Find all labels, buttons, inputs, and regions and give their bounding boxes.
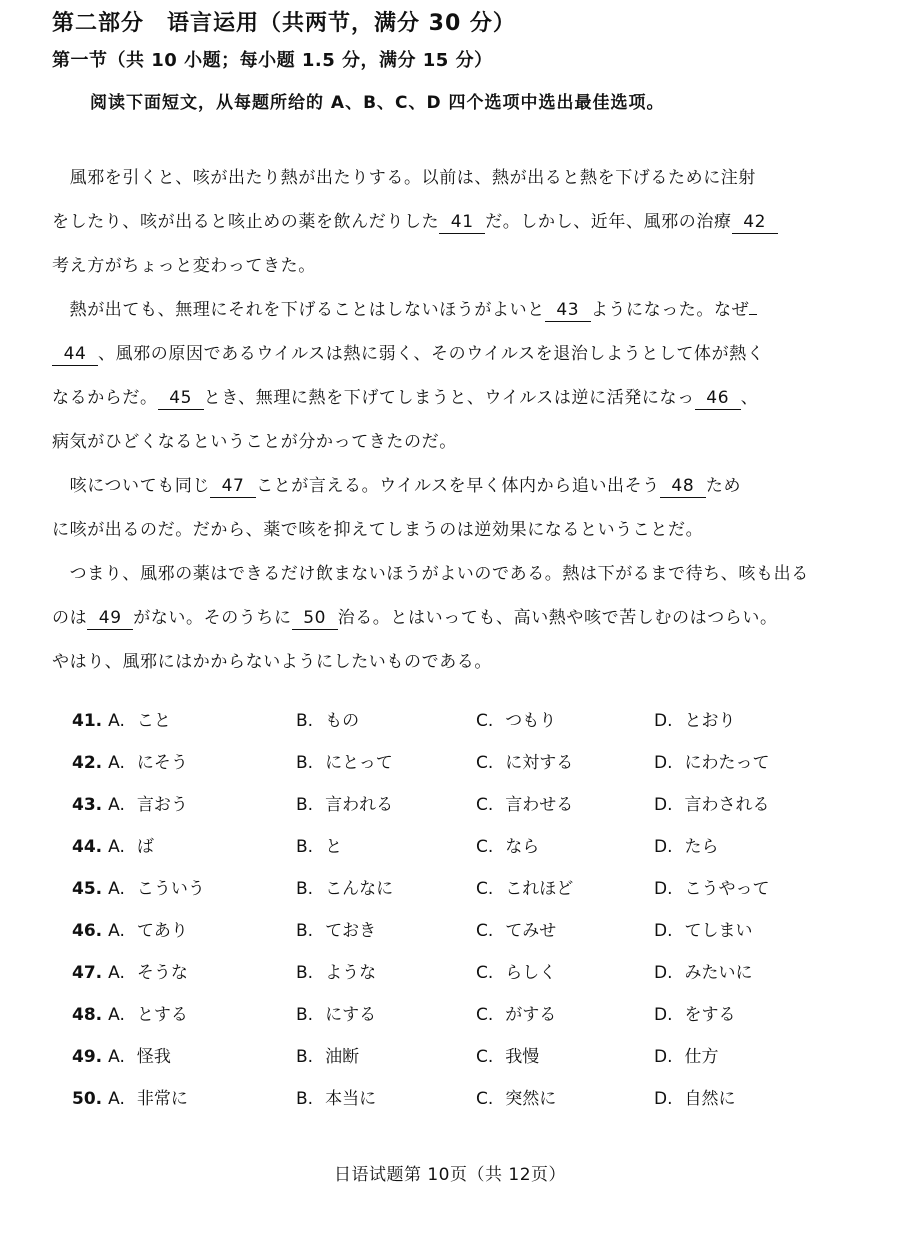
option-c[interactable] <box>476 748 573 778</box>
passage-line <box>52 210 778 234</box>
passage-text: ことが言える。ウイルスを早く体内から追い出そう <box>256 476 660 496</box>
question-number: 48. <box>72 1005 103 1025</box>
page-footer: 日语试题第 10页（共 12页） <box>333 1165 567 1185</box>
option-b[interactable] <box>296 874 393 904</box>
option-d[interactable] <box>654 832 719 862</box>
question-row-50 <box>72 1084 832 1114</box>
passage-text: 治る。とはいっても、高い熱や咳で苦しむのはつらい。 <box>337 608 778 628</box>
passage-text: とき、無理に熱を下げてしまうと、ウイルスは逆に活発になっ <box>203 388 695 408</box>
passage-line <box>52 474 741 498</box>
option-letter: A. <box>108 711 125 731</box>
option-text: ば <box>136 837 154 857</box>
option-text: たら <box>684 837 719 857</box>
blank-43: 43 <box>545 299 591 322</box>
option-text: 非常に <box>136 1089 188 1109</box>
passage-line <box>52 166 756 190</box>
option-text: をする <box>684 1005 736 1025</box>
option-a[interactable] <box>72 916 188 946</box>
passage-text: ため <box>705 476 742 496</box>
option-text: とする <box>136 1005 188 1025</box>
passage-line <box>52 562 809 586</box>
question-row-46 <box>72 916 832 946</box>
option-text: こんなに <box>325 879 394 899</box>
option-text: 怪我 <box>136 1047 171 1067</box>
option-letter: D. <box>654 753 673 773</box>
blank-47: 47 <box>210 475 256 498</box>
option-text: らしく <box>505 963 557 983</box>
option-a[interactable] <box>72 706 171 736</box>
question-row-47 <box>72 958 832 988</box>
option-letter: C. <box>476 795 494 815</box>
question-row-48 <box>72 1000 832 1030</box>
option-a[interactable] <box>72 1084 188 1114</box>
option-text: てみせ <box>505 921 557 941</box>
question-row-43 <box>72 790 832 820</box>
option-letter: B. <box>296 795 314 815</box>
blank-44: 44 <box>52 343 98 366</box>
passage-line <box>52 386 758 410</box>
option-text: とおり <box>684 711 736 731</box>
option-a[interactable] <box>72 1000 188 1030</box>
option-letter: D. <box>654 921 673 941</box>
passage-line <box>52 430 457 454</box>
blank-44-lead <box>749 314 757 315</box>
option-a[interactable] <box>72 958 188 988</box>
option-letter: A. <box>108 795 125 815</box>
option-text: にする <box>325 1005 377 1025</box>
option-b[interactable] <box>296 748 393 778</box>
option-text: みたいに <box>684 963 753 983</box>
question-number: 41. <box>72 711 103 731</box>
option-letter: B. <box>296 711 314 731</box>
option-letter: C. <box>476 921 494 941</box>
option-b[interactable] <box>296 790 393 820</box>
option-text: こうやって <box>684 879 770 899</box>
option-d[interactable] <box>654 1000 736 1030</box>
passage-line <box>52 606 778 630</box>
passage-text: 咳についても同じ <box>52 476 211 496</box>
option-letter: C. <box>476 1089 494 1109</box>
option-letter: C. <box>476 1047 494 1067</box>
option-letter: B. <box>296 837 314 857</box>
option-d[interactable] <box>654 958 753 988</box>
option-letter: B. <box>296 963 314 983</box>
option-letter: B. <box>296 753 314 773</box>
option-letter: B. <box>296 1047 314 1067</box>
option-text: にとって <box>325 753 393 773</box>
option-text: 油断 <box>325 1047 360 1067</box>
option-text: てしまい <box>684 921 753 941</box>
passage-text: 熱が出ても、無理にそれを下げることはしないほうがよいと <box>52 300 545 320</box>
option-text: に対する <box>505 753 574 773</box>
passage-line <box>52 298 757 322</box>
passage-text: なるからだ。 <box>52 388 158 408</box>
passage-text: 、風邪の原因であるウイルスは熱に弱く、そのウイルスを退治しようとして体が熱く <box>98 344 765 364</box>
option-d[interactable] <box>654 874 770 904</box>
option-text: もの <box>325 711 360 731</box>
option-c[interactable] <box>476 1000 556 1030</box>
instruction-text: 阅读下面短文，从每题所给的 A、B、C、D 四个选项中选出最佳选项。 <box>90 93 665 113</box>
question-row-41 <box>72 706 832 736</box>
option-a[interactable] <box>72 874 205 904</box>
option-letter: D. <box>654 879 673 899</box>
option-d[interactable] <box>654 1042 719 1072</box>
question-number: 50. <box>72 1089 103 1109</box>
option-letter: C. <box>476 1005 494 1025</box>
blank-41: 41 <box>439 211 485 234</box>
option-letter: D. <box>654 795 673 815</box>
option-letter: D. <box>654 1089 673 1109</box>
option-text: がする <box>505 1005 557 1025</box>
option-b[interactable] <box>296 916 376 946</box>
option-letter: A. <box>108 1047 125 1067</box>
option-text: 言おう <box>136 795 188 815</box>
option-b[interactable] <box>296 1084 376 1114</box>
option-c[interactable] <box>476 790 573 820</box>
blank-48: 48 <box>660 475 706 498</box>
option-letter: B. <box>296 879 314 899</box>
passage-line <box>52 342 764 366</box>
option-c[interactable] <box>476 874 573 904</box>
option-letter: C. <box>476 711 494 731</box>
question-number: 49. <box>72 1047 103 1067</box>
option-letter: B. <box>296 1005 314 1025</box>
option-c[interactable] <box>476 916 556 946</box>
option-c[interactable] <box>476 706 556 736</box>
option-d[interactable] <box>654 916 753 946</box>
option-letter: D. <box>654 837 673 857</box>
question-number: 45. <box>72 879 103 899</box>
option-text: てあり <box>136 921 188 941</box>
blank-45: 45 <box>158 387 204 410</box>
option-b[interactable] <box>296 1042 359 1072</box>
option-a[interactable] <box>72 790 188 820</box>
option-letter: B. <box>296 1089 314 1109</box>
option-text: 言わせる <box>505 795 574 815</box>
option-text: 突然に <box>505 1089 557 1109</box>
option-letter: C. <box>476 963 494 983</box>
blank-49: 49 <box>87 607 133 630</box>
option-d[interactable] <box>654 748 770 778</box>
option-d[interactable] <box>654 790 770 820</box>
option-text: と <box>325 837 343 857</box>
option-text: そうな <box>136 963 188 983</box>
passage-text: 、 <box>740 388 759 408</box>
option-b[interactable] <box>296 706 359 736</box>
question-number: 44. <box>72 837 103 857</box>
option-letter: C. <box>476 837 494 857</box>
blank-42: 42 <box>732 211 778 234</box>
option-text: こういう <box>136 879 205 899</box>
option-letter: A. <box>108 1089 125 1109</box>
option-letter: D. <box>654 711 673 731</box>
passage-text: がない。そのうちに <box>133 608 292 628</box>
option-letter: B. <box>296 921 314 941</box>
option-text: つもり <box>505 711 557 731</box>
option-letter: D. <box>654 963 673 983</box>
option-text: 自然に <box>684 1089 736 1109</box>
question-number: 43. <box>72 795 103 815</box>
passage-text: ようになった。なぜ <box>590 300 750 320</box>
subsection-title: 第一节（共 10 小题；每小题 1.5 分，满分 15 分） <box>52 50 493 71</box>
question-number: 46. <box>72 921 103 941</box>
option-text: 我慢 <box>505 1047 540 1067</box>
option-letter: A. <box>108 753 125 773</box>
question-number: 42. <box>72 753 103 773</box>
option-c[interactable] <box>476 1084 556 1114</box>
passage-line <box>52 650 492 674</box>
question-row-42 <box>72 748 832 778</box>
option-c[interactable] <box>476 958 556 988</box>
option-letter: A. <box>108 921 125 941</box>
passage-text: だ。しかし、近年、風邪の治療 <box>485 212 732 232</box>
option-letter: A. <box>108 837 125 857</box>
option-text: 言われる <box>325 795 394 815</box>
passage-line <box>52 254 316 278</box>
option-a[interactable] <box>72 1042 171 1072</box>
passage-text: 病気がひどくなるということが分かってきたのだ。 <box>52 432 457 452</box>
question-row-49 <box>72 1042 832 1072</box>
option-a[interactable] <box>72 748 188 778</box>
question-row-44 <box>72 832 832 862</box>
option-c[interactable] <box>476 832 539 862</box>
passage-text: やはり、風邪にはかからないようにしたいものである。 <box>52 652 492 672</box>
passage-text: に咳が出るのだ。だから、薬で咳を抑えてしまうのは逆効果になるということだ。 <box>52 520 704 540</box>
option-letter: A. <box>108 963 125 983</box>
option-text: これほど <box>505 879 574 899</box>
option-letter: D. <box>654 1047 673 1067</box>
option-text: にそう <box>136 753 188 773</box>
blank-46: 46 <box>695 387 741 410</box>
section-title: 第二部分 语言运用（共两节，满分 30 分） <box>52 11 516 36</box>
option-letter: A. <box>108 879 125 899</box>
option-text: ような <box>325 963 377 983</box>
option-d[interactable] <box>654 706 736 736</box>
question-row-45 <box>72 874 832 904</box>
option-d[interactable] <box>654 1084 736 1114</box>
passage-text: つまり、風邪の薬はできるだけ飲まないほうがよいのである。熱は下がるまで待ち、咳も出る <box>52 564 809 584</box>
passage-text: のは <box>52 608 88 628</box>
passage-line <box>52 518 703 542</box>
option-text: 本当に <box>325 1089 377 1109</box>
option-letter: A. <box>108 1005 125 1025</box>
option-text: 仕方 <box>684 1047 719 1067</box>
option-a[interactable] <box>72 832 154 862</box>
passage-text: 風邪を引くと、咳が出たり熱が出たりする。以前は、熱が出ると熱を下げるために注射 <box>52 168 756 188</box>
option-letter: D. <box>654 1005 673 1025</box>
passage-text: をしたり、咳が出ると咳止めの薬を飲んだりした <box>52 212 440 232</box>
option-c[interactable] <box>476 1042 539 1072</box>
option-text: ておき <box>325 921 377 941</box>
option-b[interactable] <box>296 832 342 862</box>
option-letter: C. <box>476 753 494 773</box>
option-text: にわたって <box>684 753 770 773</box>
blank-50: 50 <box>292 607 338 630</box>
option-text: なら <box>505 837 540 857</box>
option-b[interactable] <box>296 958 376 988</box>
option-text: 言わされる <box>684 795 770 815</box>
question-number: 47. <box>72 963 103 983</box>
option-text: こと <box>136 711 171 731</box>
option-letter: C. <box>476 879 494 899</box>
passage-text: 考え方がちょっと変わってきた。 <box>52 256 316 276</box>
option-b[interactable] <box>296 1000 376 1030</box>
